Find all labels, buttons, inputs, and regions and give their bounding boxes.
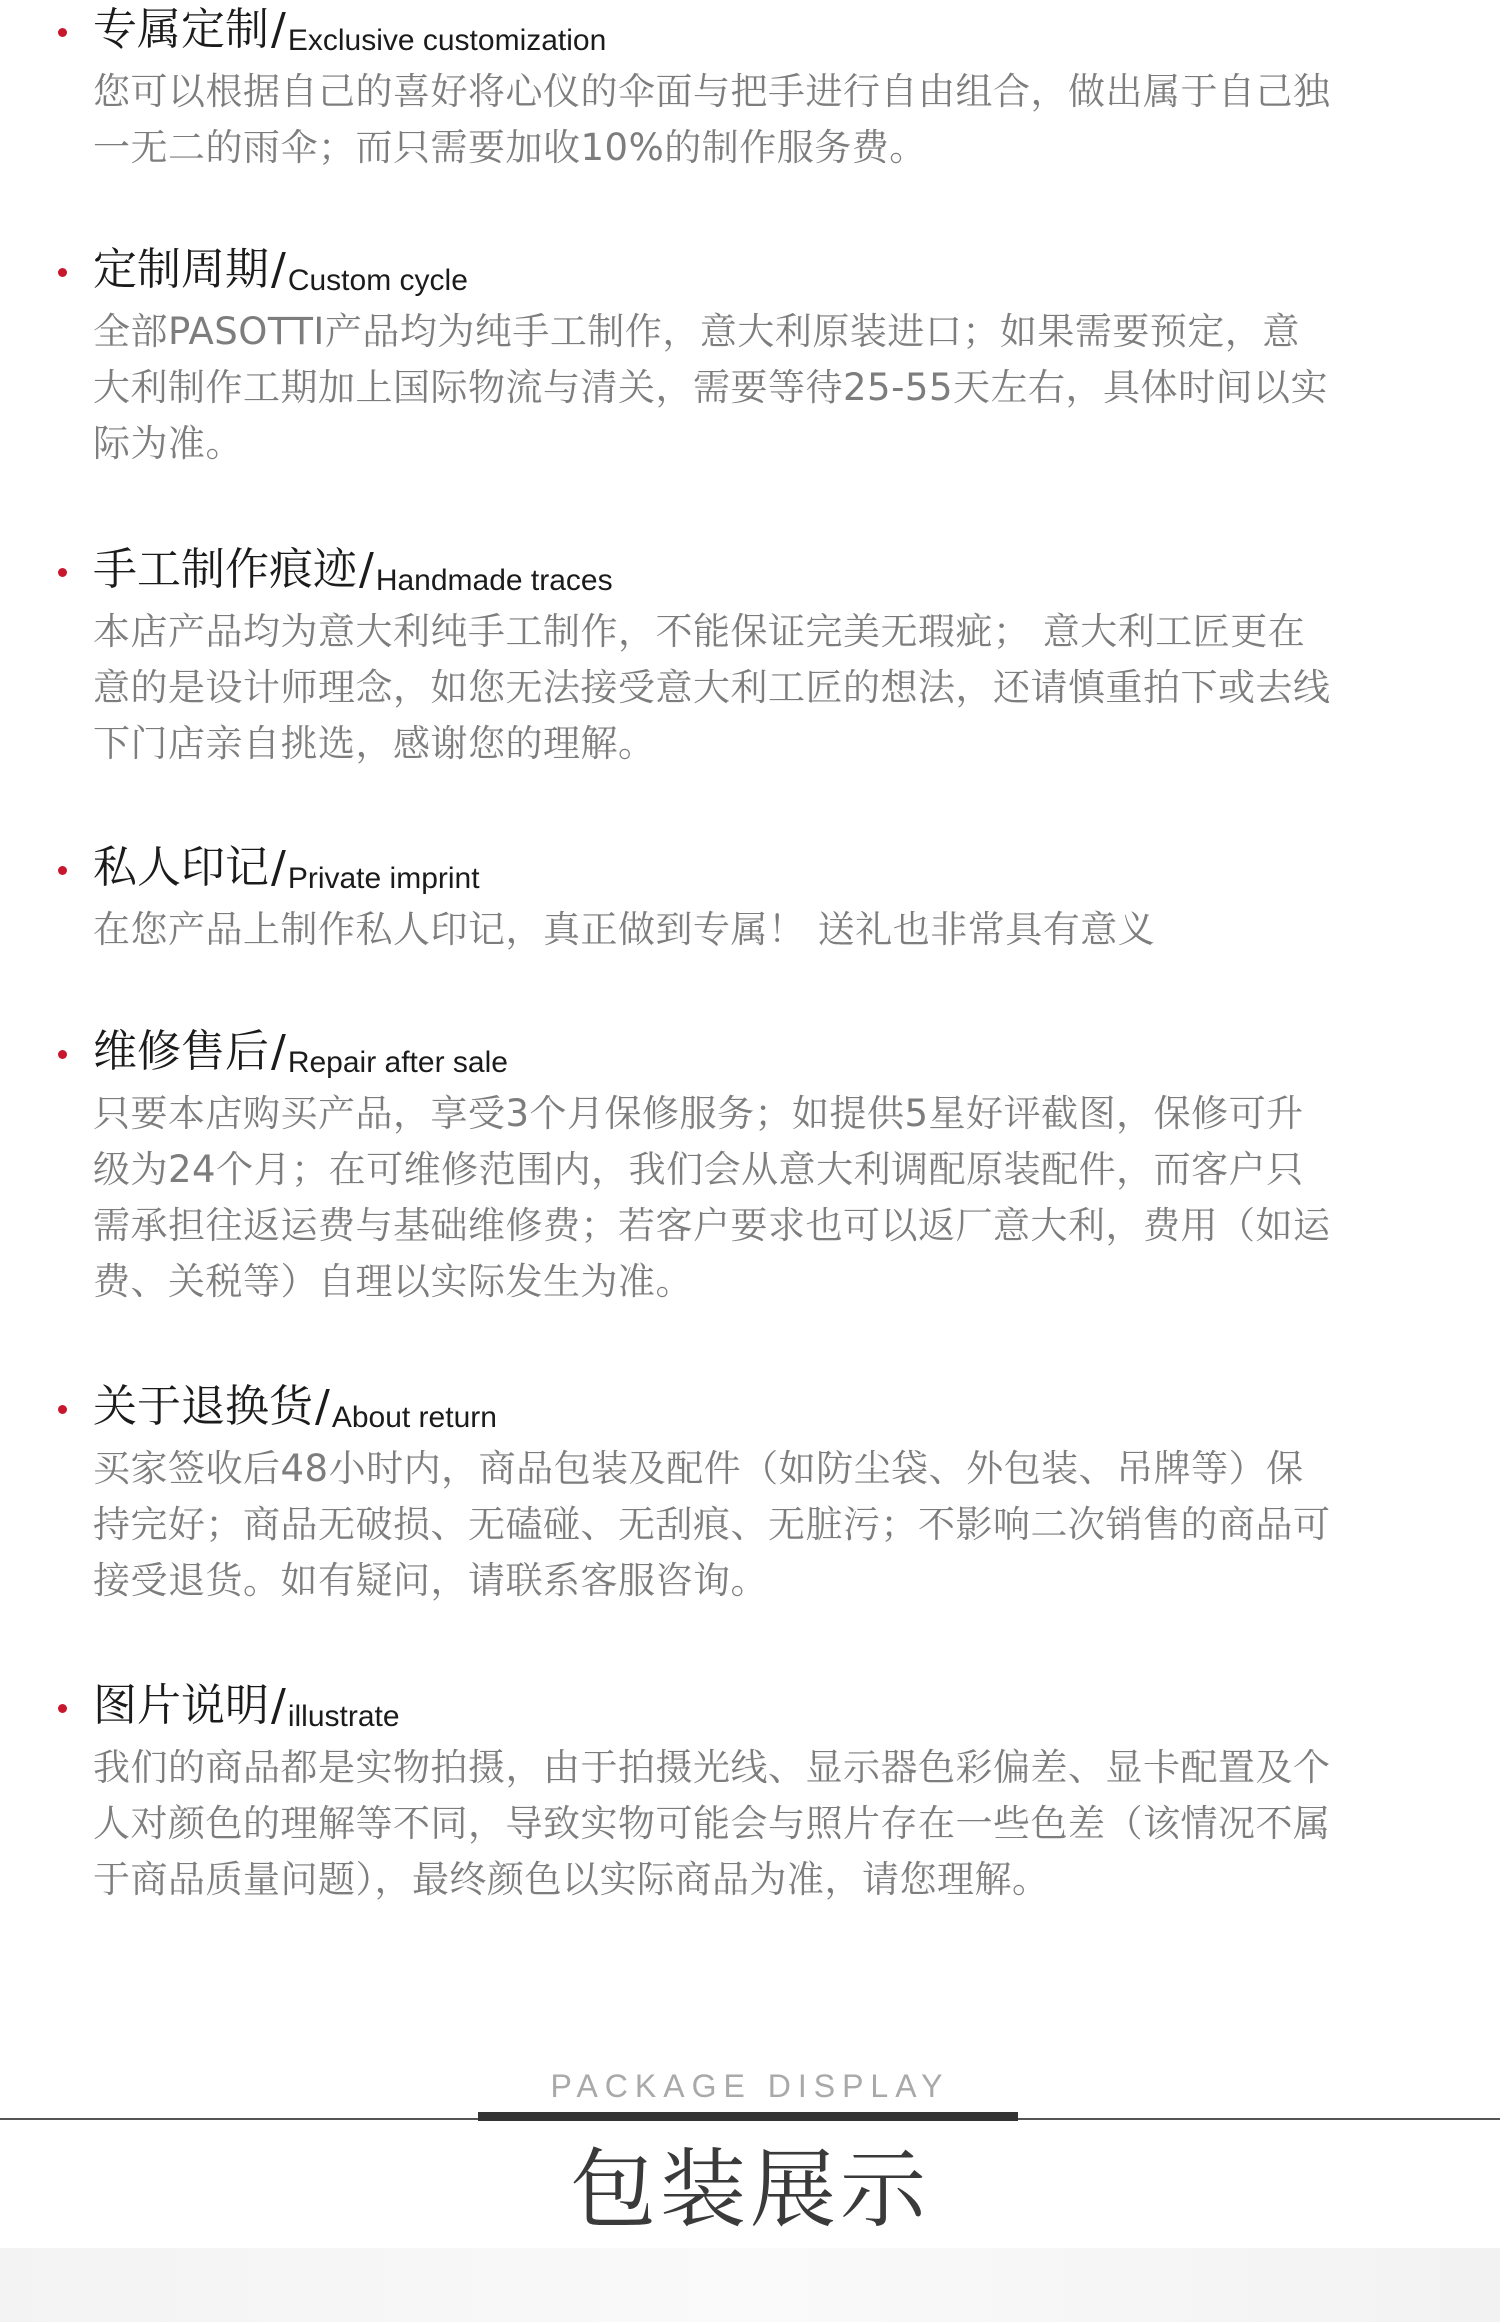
title-separator: / [271,1680,286,1731]
section-title-en: Private imprint [287,862,480,895]
package-display-title: 包装展示 [570,2140,930,2240]
body-line: 于商品质量问题），最终颜色以实际商品为准，请您理解。 [93,1858,1050,1901]
section-body [93,1441,1423,1609]
title-separator: / [271,4,286,55]
section-heading [93,1022,508,1093]
title-separator: / [359,544,374,595]
section-heading [93,0,606,71]
section-heading [93,1676,400,1747]
body-line: 持完好；商品无破损、无磕碰、无刮痕、无脏污；不影响二次销售的商品可 [93,1503,1331,1546]
divider-accent-bar [478,2112,1018,2121]
section-heading [93,1377,497,1448]
section-body [93,902,1423,958]
bullet-dot-icon [58,28,67,37]
bullet-dot-icon [58,1405,67,1414]
section-heading [93,838,480,909]
section-title-zh: 关于退换货 [93,1381,313,1432]
section-body [93,304,1423,472]
body-line: 全部PASOTTI产品均为纯手工制作，意大利原装进口；如果需要预定，意 [93,310,1300,353]
bullet-dot-icon [58,568,67,577]
section-body [93,1086,1423,1310]
title-separator: / [271,244,286,295]
bullet-dot-icon [58,1704,67,1713]
section-body [93,604,1423,772]
body-line: 人对颜色的理解等不同，导致实物可能会与照片存在一些色差（该情况不属 [93,1802,1331,1845]
body-line: 只要本店购买产品，享受3个月保修服务；如提供5星好评截图，保修可升 [93,1092,1304,1135]
body-line: 在您产品上制作私人印记，真正做到专属！ 送礼也非常具有意义 [93,908,1156,951]
title-separator: / [271,842,286,893]
section-title-zh: 维修售后 [93,1026,269,1077]
section-title-en: Repair after sale [287,1046,508,1079]
section-body [93,1740,1423,1908]
body-line: 费、关税等）自理以实际发生为准。 [93,1260,693,1303]
bullet-dot-icon [58,268,67,277]
section-title-en: Handmade traces [375,564,613,597]
section-title-en: illustrate [287,1700,400,1733]
package-display-subtitle: PACKAGE DISPLAY [550,2068,950,2104]
body-line: 下门店亲自挑选，感谢您的理解。 [93,722,656,765]
body-line: 本店产品均为意大利纯手工制作，不能保证完美无瑕疵； 意大利工匠更在 [93,610,1306,653]
section-heading [93,240,468,311]
bullet-dot-icon [58,866,67,875]
section-title-zh: 专属定制 [93,4,269,55]
body-line: 您可以根据自己的喜好将心仪的伞面与把手进行自由组合，做出属于自己独 [93,70,1331,113]
body-line: 一无二的雨伞；而只需要加收10%的制作服务费。 [93,126,927,169]
body-line: 级为24个月；在可维修范围内，我们会从意大利调配原装配件，而客户只 [93,1148,1304,1191]
body-line: 我们的商品都是实物拍摄，由于拍摄光线、显示器色彩偏差、显卡配置及个 [93,1746,1331,1789]
section-title-en: Exclusive customization [287,24,607,57]
body-line: 际为准。 [93,422,243,465]
section-body [93,64,1423,176]
package-image-area [0,2248,1500,2322]
section-heading [93,540,613,611]
body-line: 意的是设计师理念，如您无法接受意大利工匠的想法，还请慎重拍下或去线 [93,666,1331,709]
body-line: 大利制作工期加上国际物流与清关，需要等待25-55天左右，具体时间以实 [93,366,1329,409]
body-line: 买家签收后48小时内，商品包装及配件（如防尘袋、外包装、吊牌等）保 [93,1447,1304,1490]
section-title-zh: 手工制作痕迹 [93,544,357,595]
bullet-dot-icon [58,1050,67,1059]
section-title-en: About return [331,1401,497,1434]
title-separator: / [271,1026,286,1077]
section-title-zh: 图片说明 [93,1680,269,1731]
section-title-zh: 私人印记 [93,842,269,893]
body-line: 接受退货。如有疑问，请联系客服咨询。 [93,1559,768,1602]
body-line: 需承担往返运费与基础维修费；若客户要求也可以返厂意大利，费用（如运 [93,1204,1331,1247]
section-title-en: Custom cycle [287,264,468,297]
title-separator: / [315,1381,330,1432]
section-title-zh: 定制周期 [93,244,269,295]
